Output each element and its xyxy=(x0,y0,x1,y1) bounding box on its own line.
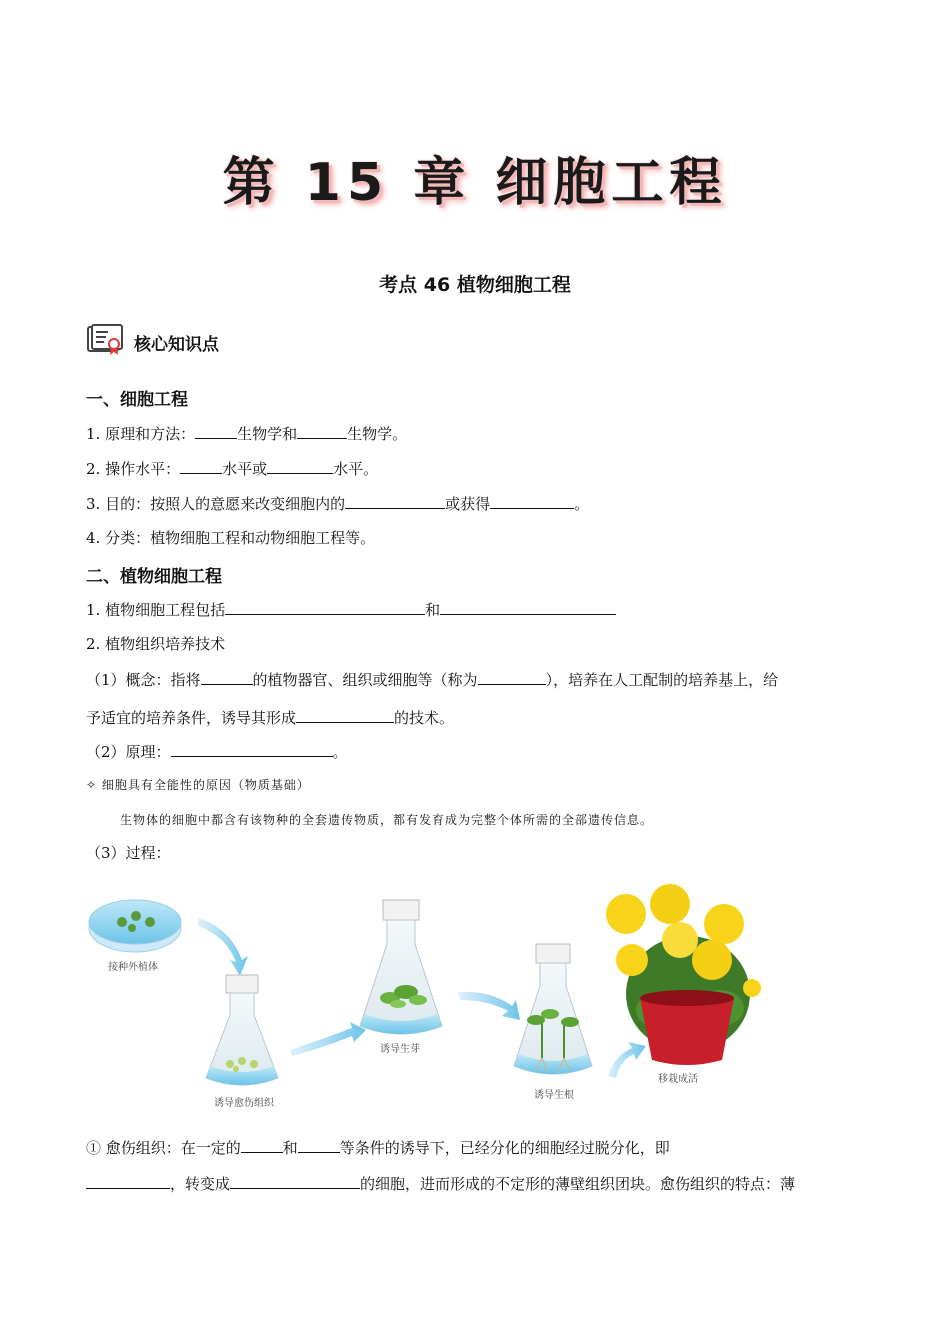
item-operation-level: 2. 操作水平： 水平或 水平。 xyxy=(86,457,378,480)
caption-inoculate: 接种外植体 xyxy=(108,962,158,973)
answer-blank[interactable] xyxy=(297,422,347,439)
item-includes: 1. 植物细胞工程包括 和 xyxy=(86,598,616,621)
tissue-culture-diagram xyxy=(80,880,870,1120)
section-title: 考点 46 植物细胞工程 xyxy=(379,274,571,296)
arrow-icon xyxy=(608,1042,646,1078)
answer-blank[interactable] xyxy=(490,492,574,509)
flask-root-illustration xyxy=(514,944,592,1074)
item-principle: 1. 原理和方法： 生物学和 生物学。 xyxy=(86,422,407,445)
certificate-book-icon xyxy=(86,324,124,360)
answer-blank[interactable] xyxy=(225,598,425,615)
answer-blank[interactable] xyxy=(478,668,546,685)
core-knowledge-header xyxy=(86,324,219,360)
answer-blank[interactable] xyxy=(440,598,616,615)
note-body: 生物体的细胞中都含有该物种的全套遗传物质，都有发育成为完整个体所需的全部遗传信息。 xyxy=(120,813,654,827)
item-purpose: 3. 目的：按照人的意愿来改变细胞内的 或获得 。 xyxy=(86,492,589,515)
callus-line-2: ，转变成 的细胞，进而形成的不定形的薄壁组织团块。愈伤组织的特点：薄 xyxy=(86,1172,795,1195)
answer-blank[interactable] xyxy=(201,668,253,685)
caption-root: 诱导生根 xyxy=(534,1090,574,1101)
answer-blank[interactable] xyxy=(195,422,237,439)
callus-line-1: ① 愈伤组织：在一定的 和 等条件的诱导下，已经分化的细胞经过脱分化，即 xyxy=(86,1136,670,1159)
heading-plant-cell-engineering: 二、植物细胞工程 xyxy=(86,567,222,587)
answer-blank[interactable] xyxy=(86,1172,170,1189)
petri-dish-illustration xyxy=(89,900,181,952)
concept-line-1: （1）概念：指将 的植物器官、组织或细胞等（称为 ），培养在人工配制的培养基上，给 xyxy=(86,668,778,691)
arrow-icon xyxy=(198,918,248,976)
caption-transplant: 移栽成活 xyxy=(658,1074,698,1085)
answer-blank[interactable] xyxy=(296,706,394,723)
answer-blank[interactable] xyxy=(230,1172,360,1189)
item-tissue-culture: 2. 植物组织培养技术 xyxy=(86,635,226,653)
arrow-icon xyxy=(458,992,520,1020)
arrow-icon xyxy=(290,1022,366,1056)
item-classification: 4. 分类：植物细胞工程和动物细胞工程等。 xyxy=(86,529,376,547)
flask-callus-illustration xyxy=(206,975,278,1085)
caption-callus: 诱导愈伤组织 xyxy=(214,1098,274,1109)
flask-shoot-illustration xyxy=(360,900,442,1034)
heading-cell-engineering: 一、细胞工程 xyxy=(86,390,188,410)
answer-blank[interactable] xyxy=(180,457,222,474)
answer-blank[interactable] xyxy=(241,1136,283,1153)
answer-blank[interactable] xyxy=(345,492,445,509)
process-label: （3）过程： xyxy=(86,844,171,862)
chapter-title: 第 15 章 细胞工程 xyxy=(222,153,728,213)
principle-line: （2）原理： 。 xyxy=(86,740,348,763)
core-knowledge-label: 核心知识点 xyxy=(134,334,219,355)
potted-chrysanthemum-illustration xyxy=(606,884,761,1065)
answer-blank[interactable] xyxy=(267,457,333,474)
answer-blank[interactable] xyxy=(171,740,333,757)
note-title: ✧ 细胞具有全能性的原因（物质基础） xyxy=(86,778,310,792)
caption-shoot: 诱导生芽 xyxy=(380,1044,420,1055)
answer-blank[interactable] xyxy=(298,1136,340,1153)
concept-line-2: 予适宜的培养条件，诱导其形成 的技术。 xyxy=(86,706,454,729)
